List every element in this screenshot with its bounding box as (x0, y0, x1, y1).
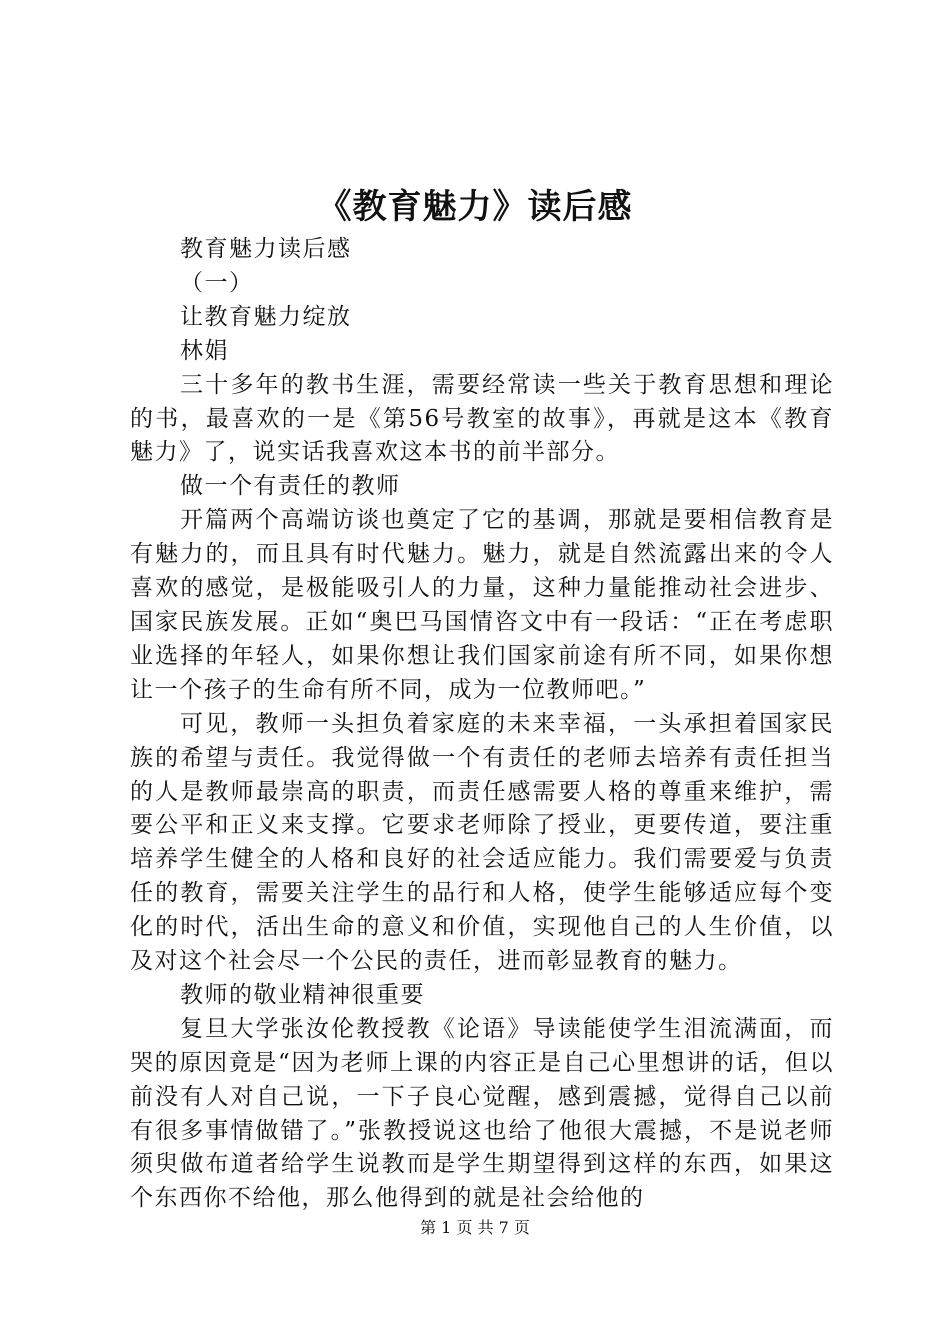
paragraph-1: 三十多年的教书生涯，需要经常读一些关于教育思想和理论的书，最喜欢的一是《第56号教室的故事》，再就是这本《教育魅力》了，说实话我喜欢这本书的前半部分。 (130, 371, 834, 466)
paragraph-4: 复旦大学张汝伦教授教《论语》导读能使学生泪流满面，而哭的原因竟是“因为老师上课的内容正是自己心里想讲的话，但以前没有人对自己说，一下子良心觉醒，感到震撼，觉得自己以前有很多事情做错了。”张教授说这也给了他很大震撼，不是说老师须臾做布道者给学生说教而是学生期望得到这样的东西，如果这个东西你不给他，那么他得到的就是社会给他的 (130, 1015, 834, 1212)
section-number: （一） (180, 269, 254, 296)
page-footer: 第 1 页 共 7 页 (420, 1218, 530, 1237)
author-name: 林娟 (180, 337, 229, 364)
subheading-dedication: 教师的敬业精神很重要 (180, 981, 425, 1008)
article-heading: 教育魅力读后感 (180, 236, 352, 262)
paragraph-3: 可见，教师一头担负着家庭的未来幸福，一头承担着国家民族的希望与责任。我觉得做一个有责任的老师去培养有责任担当的人是教师最崇高的职责，而责任感需要人格的尊重来维护，需要公平和正义来支撑。它要求老师除了授业，更要传道，要注重培养学生健全的人格和良好的社会适应能力。我们需要爱与负责任的教育，需要关注学生的品行和人格，使学生能够适应每个变化的时代，活出生命的意义和价值，实现他自己的人生价值，以及对这个社会尽一个公民的责任，进而彰显教育的魅力。 (130, 710, 834, 975)
subheading-responsibility: 做一个有责任的教师 (180, 473, 401, 500)
document-title: 《教育魅力》读后感 (317, 187, 633, 227)
paragraph-2: 开篇两个高端访谈也奠定了它的基调，那就是要相信教育是有魅力的，而且具有时代魅力。魅力，就是自然流露出来的令人喜欢的感觉，是极能吸引人的力量，这种力量能推动社会进步、国家民族发展。正如“奥巴马国情咨文中有一段话：“正在考虑职业选择的年轻人，如果你想让我们国家前途有所不同，如果你想让一个孩子的生命有所不同，成为一位教师吧。” (130, 507, 834, 703)
article-subtitle: 让教育魅力绽放 (180, 303, 352, 330)
document-body (130, 233, 834, 1216)
